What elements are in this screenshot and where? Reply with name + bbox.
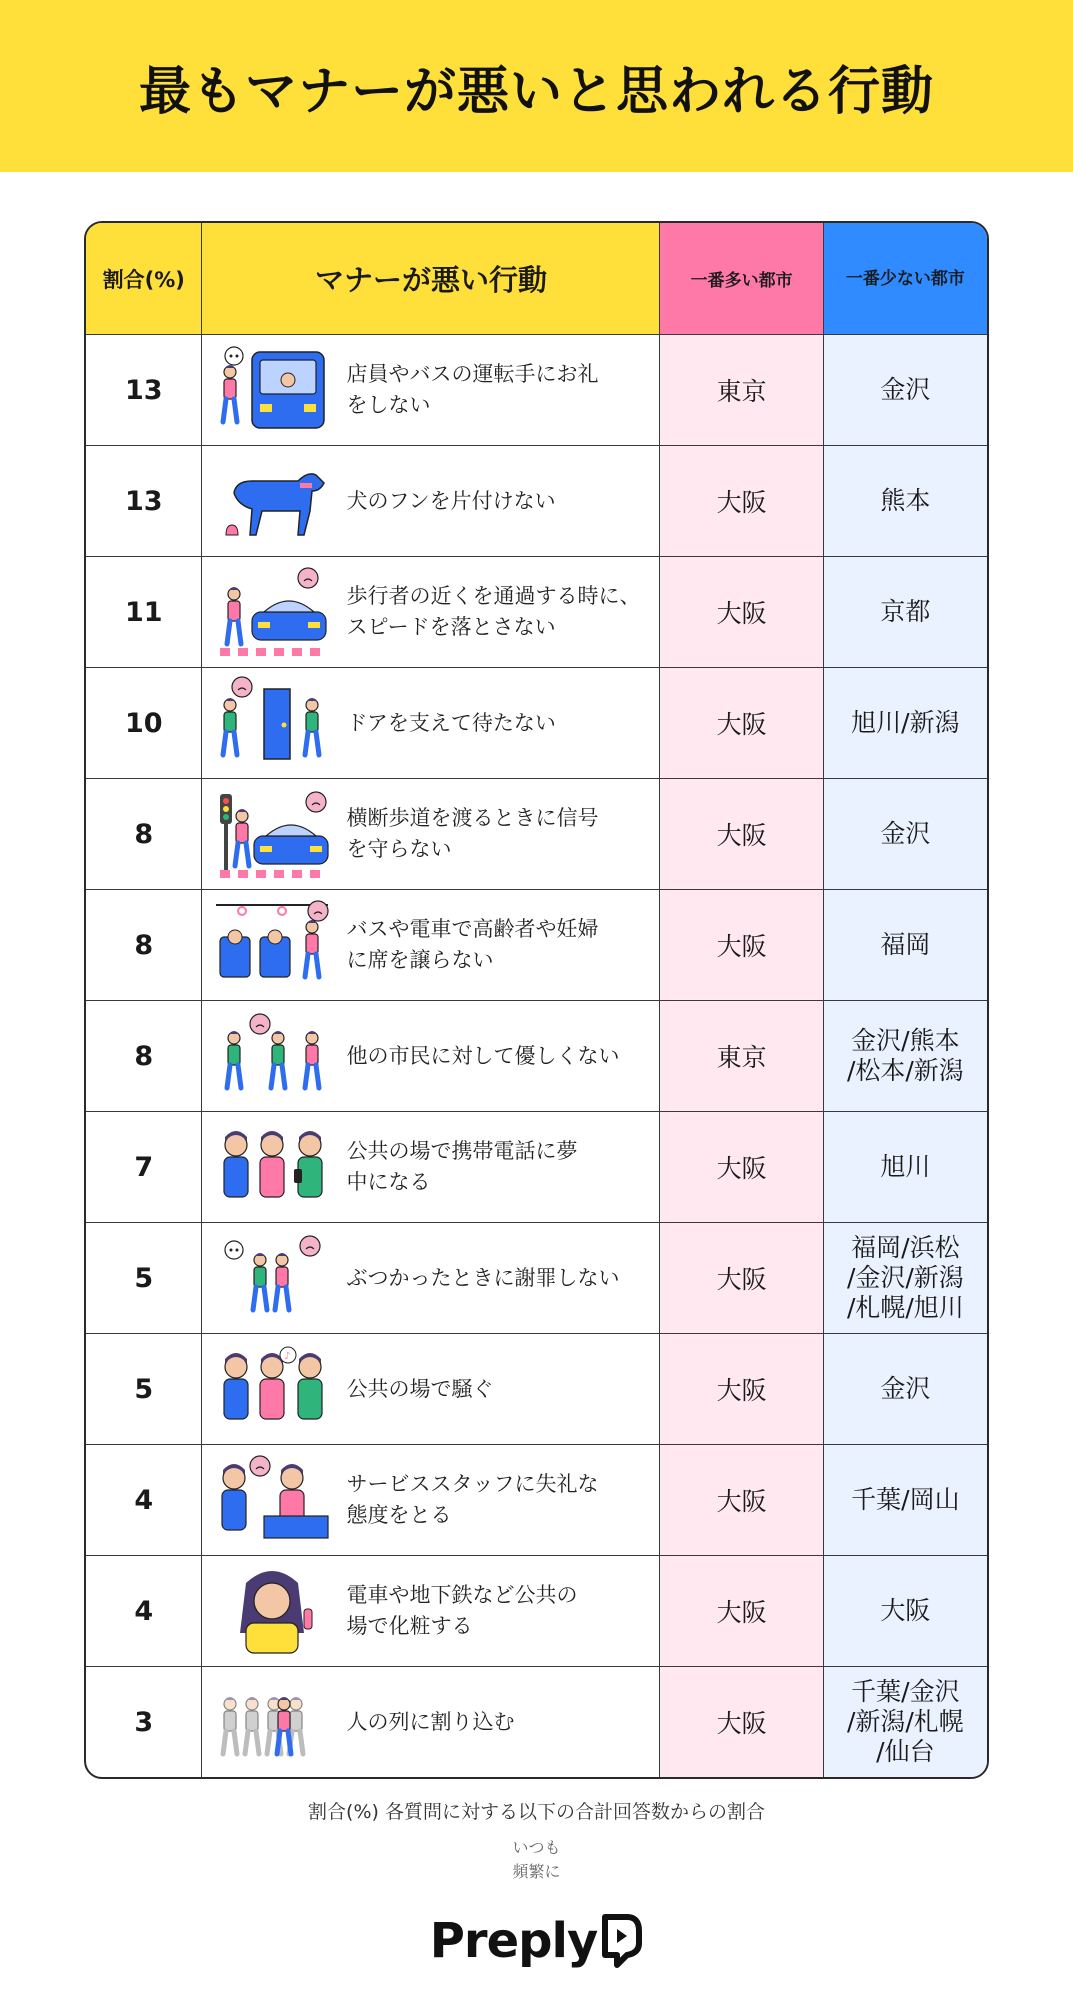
queue-icon	[212, 1674, 332, 1770]
pct-cell: 3	[134, 1706, 154, 1738]
pct-cell: 8	[134, 1040, 154, 1072]
table-row	[86, 445, 987, 556]
least-city-cell: 福岡	[823, 890, 987, 1000]
pct-cell: 5	[134, 1262, 154, 1294]
door-icon	[212, 675, 332, 771]
pct-cell: 13	[124, 485, 163, 517]
least-city-cell: 大阪	[823, 1556, 987, 1666]
car-pedestrian-icon	[212, 564, 332, 660]
svg-text:♪: ♪	[284, 1351, 291, 1362]
most-city-cell: 東京	[659, 335, 822, 445]
most-city-cell: 大阪	[659, 1667, 822, 1777]
least-city-cell: 京都	[823, 557, 987, 667]
behavior-cell	[201, 1223, 659, 1333]
footnote: 割合(%) 各質問に対する以下の合計回答数からの割合	[308, 1801, 765, 1823]
behavior-cell	[201, 890, 659, 1000]
behavior-cell	[201, 1445, 659, 1555]
table-header	[86, 223, 987, 334]
most-city-cell: 大阪	[659, 890, 822, 1000]
least-city-cell: 金沢	[823, 779, 987, 889]
behavior-text: サービススタッフに失礼な 態度をとる	[346, 1472, 599, 1527]
brand-name: Preply	[429, 1913, 598, 1969]
most-city-cell: 大阪	[659, 668, 822, 778]
behavior-cell	[201, 557, 659, 667]
least-city-cell: 千葉/岡山	[823, 1445, 987, 1555]
behavior-cell	[201, 1001, 659, 1111]
table-row	[86, 1666, 987, 1777]
table-row	[86, 556, 987, 667]
preply-logo-icon	[597, 1913, 643, 1969]
least-city-cell: 旭川/新潟	[823, 668, 987, 778]
table-body	[86, 334, 987, 1777]
header-pct: 割合(%)	[86, 223, 201, 334]
pct-cell: 8	[134, 818, 154, 850]
pct-cell: 4	[134, 1595, 154, 1627]
table-row	[86, 1333, 987, 1444]
phone-user-icon	[212, 1119, 332, 1215]
pct-cell: 10	[124, 707, 163, 739]
table-row	[86, 1444, 987, 1555]
least-city-cell: 金沢	[823, 335, 987, 445]
most-city-cell: 大阪	[659, 1334, 822, 1444]
most-city-cell: 大阪	[659, 1223, 822, 1333]
table-row	[86, 889, 987, 1000]
least-city-cell: 熊本	[823, 446, 987, 556]
brand-logo	[0, 1913, 1073, 1969]
dog-icon	[212, 453, 332, 549]
most-city-cell: 大阪	[659, 779, 822, 889]
manners-table	[84, 221, 989, 1779]
behavior-cell	[201, 668, 659, 778]
pct-cell: 4	[134, 1484, 154, 1516]
table-row	[86, 1111, 987, 1222]
most-city-cell: 大阪	[659, 446, 822, 556]
citizens-icon	[212, 1008, 332, 1104]
header-behavior: マナーが悪い行動	[201, 223, 659, 334]
table-row	[86, 667, 987, 778]
behavior-text: 店員やバスの運転手にお礼 をしない	[346, 362, 599, 417]
table-row	[86, 778, 987, 889]
makeup-icon	[212, 1563, 332, 1659]
footnote-item: いつも	[512, 1838, 561, 1857]
behavior-cell	[201, 335, 659, 445]
behavior-cell	[201, 1556, 659, 1666]
behavior-text: ドアを支えて待たない	[346, 710, 556, 735]
bus-driver-icon	[212, 342, 332, 438]
least-city-cell: 千葉/金沢 /新潟/札幌 /仙台	[823, 1667, 987, 1777]
behavior-text: 歩行者の近くを通過する時に、 スピードを落とさない	[346, 584, 641, 639]
table-row	[86, 1000, 987, 1111]
behavior-text: 横断歩道を渡るときに信号 を守らない	[346, 806, 599, 861]
noise-icon	[212, 1341, 332, 1437]
pct-cell: 11	[124, 596, 163, 628]
train-seat-icon	[212, 897, 332, 993]
least-city-cell: 金沢/熊本 /松本/新潟	[823, 1001, 987, 1111]
behavior-text: バスや電車で高齢者や妊婦 に席を譲らない	[346, 917, 599, 972]
header-most-city: 一番多い都市	[659, 223, 822, 334]
pct-cell: 13	[124, 374, 163, 406]
behavior-text: 他の市民に対して優しくない	[346, 1043, 620, 1068]
behavior-cell	[201, 779, 659, 889]
table-row	[86, 334, 987, 445]
behavior-text: ぶつかったときに謝罪しない	[346, 1265, 620, 1290]
service-staff-icon	[212, 1452, 332, 1548]
bump-icon	[212, 1230, 332, 1326]
page-title: 最もマナーが悪いと思われる行動	[138, 61, 934, 122]
behavior-text: 犬のフンを片付けない	[346, 488, 556, 513]
most-city-cell: 大阪	[659, 1112, 822, 1222]
most-city-cell: 東京	[659, 1001, 822, 1111]
least-city-cell: 旭川	[823, 1112, 987, 1222]
least-city-cell: 福岡/浜松 /金沢/新潟 /札幌/旭川	[823, 1223, 987, 1333]
footnote-items	[0, 1836, 1073, 1884]
most-city-cell: 大阪	[659, 1556, 822, 1666]
behavior-text: 公共の場で携帯電話に夢 中になる	[346, 1139, 578, 1194]
title-banner	[0, 0, 1073, 172]
most-city-cell: 大阪	[659, 557, 822, 667]
behavior-text: 公共の場で騒ぐ	[346, 1376, 494, 1401]
table-row	[86, 1555, 987, 1666]
behavior-cell	[201, 1334, 659, 1444]
behavior-cell	[201, 1112, 659, 1222]
footnote-item: 頻繁に	[512, 1862, 561, 1881]
least-city-cell: 金沢	[823, 1334, 987, 1444]
most-city-cell: 大阪	[659, 1445, 822, 1555]
traffic-light-icon	[212, 786, 332, 882]
behavior-text: 電車や地下鉄など公共の 場で化粧する	[346, 1583, 578, 1638]
pct-cell: 7	[134, 1151, 154, 1183]
pct-cell: 8	[134, 929, 154, 961]
header-least-city: 一番少ない都市	[823, 223, 987, 334]
table-row	[86, 1222, 987, 1333]
behavior-cell	[201, 446, 659, 556]
behavior-text: 人の列に割り込む	[346, 1709, 515, 1734]
behavior-cell	[201, 1667, 659, 1777]
pct-cell: 5	[134, 1373, 154, 1405]
